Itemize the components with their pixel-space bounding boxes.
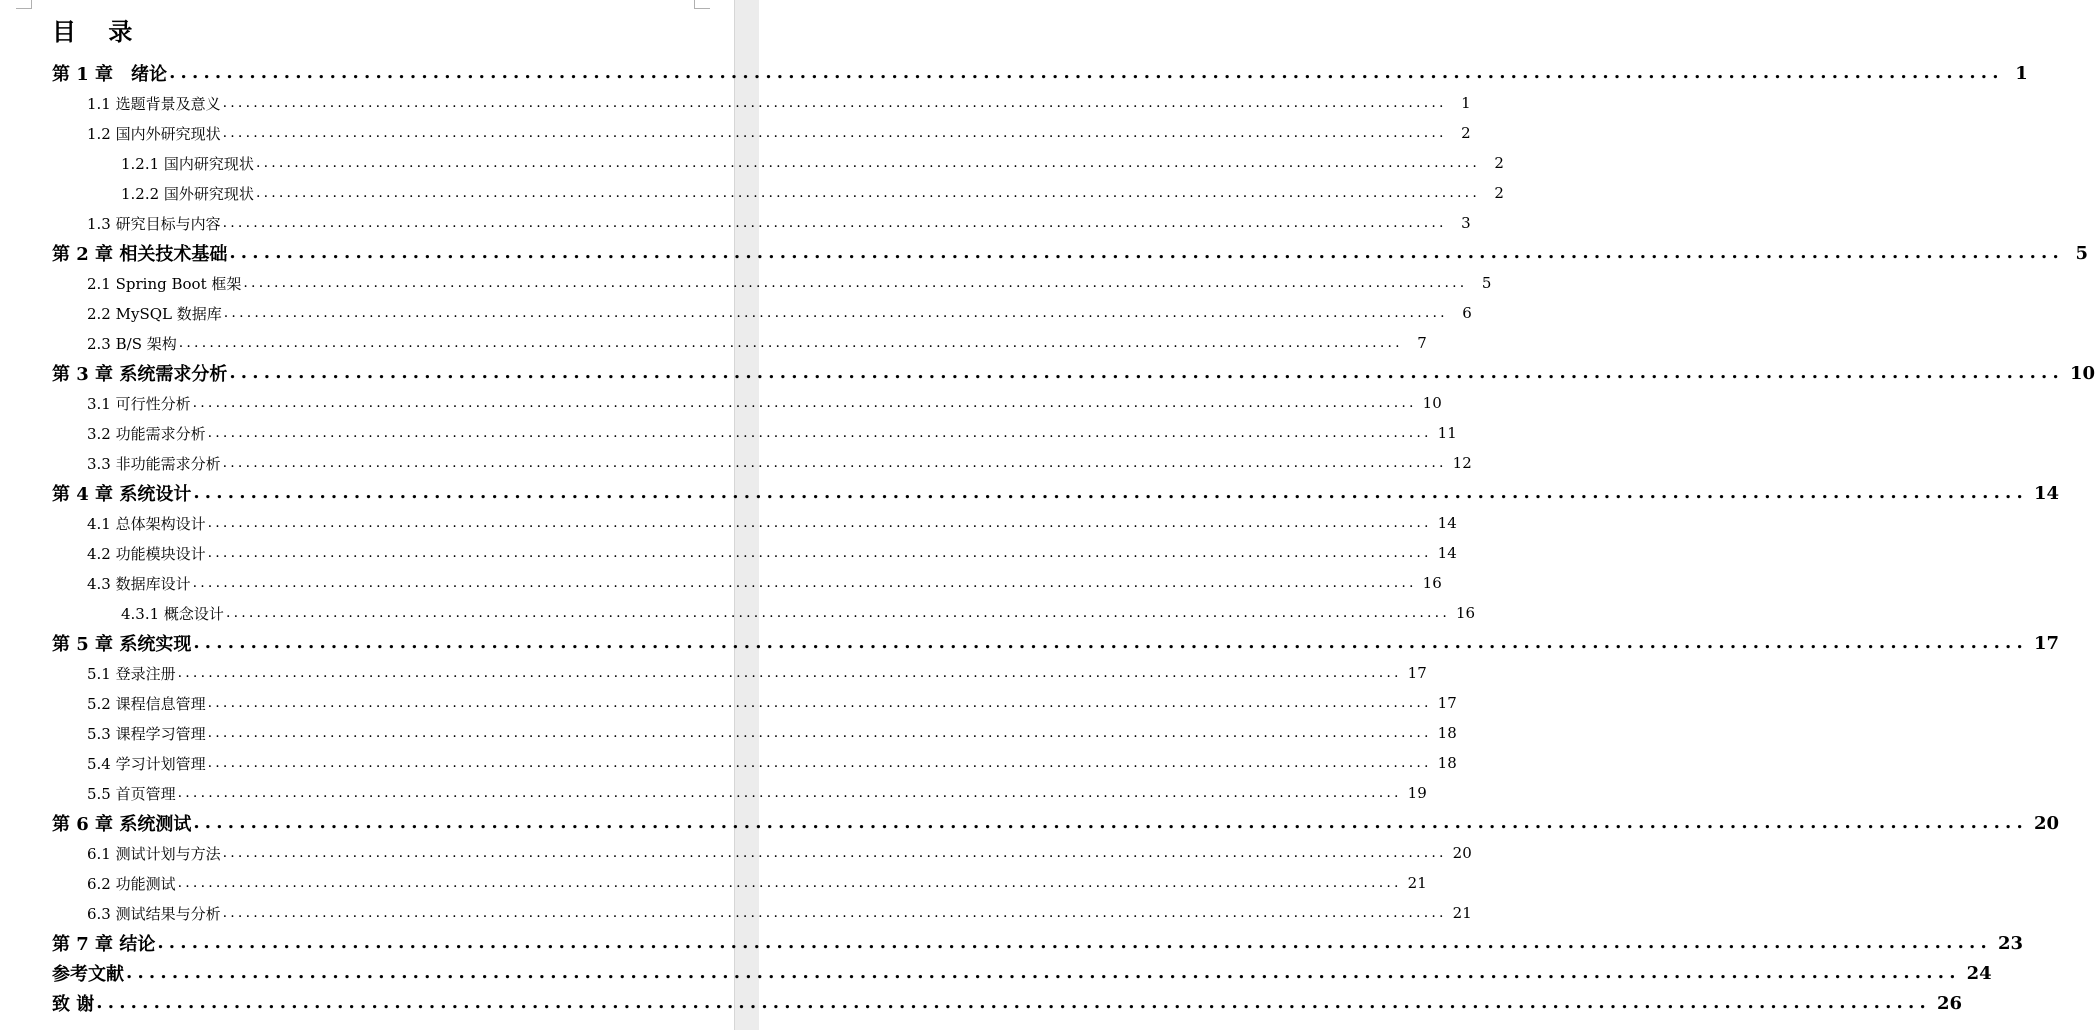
toc-entry-title: 4.3 数据库设计 <box>87 574 191 593</box>
toc-entry-page-number: 7 <box>1417 334 1427 352</box>
toc-entry-title: 第 4 章 系统设计 <box>52 484 192 505</box>
toc-entry-title: 第 7 章 结论 <box>52 934 156 955</box>
toc-entry[interactable] <box>0 628 2060 658</box>
toc-entry[interactable] <box>0 148 1504 178</box>
toc-entry[interactable] <box>0 58 2028 88</box>
toc-dot-leader: ................................................................................................................................................................ <box>177 785 1402 801</box>
toc-dot-leader: ................................................................................................................................................................ <box>222 905 1447 921</box>
toc-dot-leader: ................................................................................................................................................................ <box>243 275 1468 291</box>
toc-entry-title: 4.2 功能模块设计 <box>87 544 206 563</box>
toc-entry-page-number: 10 <box>1422 394 1442 412</box>
toc-entry-title: 5.4 学习计划管理 <box>87 754 206 773</box>
toc-entry[interactable] <box>0 418 1457 448</box>
toc-dot-leader: ................................................................................................................................................................ <box>222 845 1447 861</box>
toc-entry[interactable] <box>0 268 1492 298</box>
toc-dot-leader: ................................................................................................................................................................ <box>222 125 1447 141</box>
toc-dot-leader: ................................................................................................................................................................ <box>222 95 1447 111</box>
toc-dot-leader: ................................................................................................................................................................ <box>178 335 1403 351</box>
toc-dot-leader: ................................................................................................................................................................ <box>225 605 1450 621</box>
toc-entry[interactable] <box>0 538 1457 568</box>
toc-dot-leader: ................................................................................................................................................................ <box>207 695 1432 711</box>
toc-dot-leader: ................................................................................................................................................................ <box>177 875 1402 891</box>
toc-entry-page-number: 17 <box>1437 694 1457 712</box>
toc-entry-page-number: 10 <box>2069 362 2095 384</box>
toc-entry-page-number: 19 <box>1407 784 1427 802</box>
toc-entry-title: 2.2 MySQL 数据库 <box>87 304 222 323</box>
toc-entry-page-number: 14 <box>1437 514 1457 532</box>
toc-entry-page-number: 17 <box>1407 664 1427 682</box>
toc-entry[interactable] <box>0 508 1457 538</box>
toc-dot-leader: ................................................................................................................................................................ <box>193 812 2028 833</box>
toc-entry[interactable] <box>0 568 1442 598</box>
toc-entry-title: 致 谢 <box>52 994 95 1015</box>
toc-dot-leader: ................................................................................................................................................................ <box>255 155 1480 171</box>
toc-entry-title: 1.1 选题背景及意义 <box>87 94 221 113</box>
table-of-contents <box>0 58 2095 1018</box>
toc-entry-title: 1.3 研究目标与内容 <box>87 214 221 233</box>
toc-dot-leader: ................................................................................................................................................................ <box>126 962 1961 983</box>
toc-entry-page-number: 24 <box>1966 962 1992 984</box>
toc-entry-title: 3.1 可行性分析 <box>87 394 191 413</box>
toc-entry-title: 1.2.2 国外研究现状 <box>121 184 254 203</box>
toc-entry[interactable] <box>0 778 1427 808</box>
toc-entry-title: 6.3 测试结果与分析 <box>87 904 221 923</box>
toc-dot-leader: ................................................................................................................................................................ <box>96 992 1931 1013</box>
toc-entry[interactable] <box>0 598 1476 628</box>
toc-entry[interactable] <box>0 958 1992 988</box>
toc-entry-page-number: 26 <box>1936 992 1962 1014</box>
toc-entry-title: 6.2 功能测试 <box>87 874 176 893</box>
toc-entry[interactable] <box>0 748 1457 778</box>
toc-entry-page-number: 21 <box>1407 874 1427 892</box>
toc-entry-title: 4.1 总体架构设计 <box>87 514 206 533</box>
toc-entry-title: 5.2 课程信息管理 <box>87 694 206 713</box>
toc-entry-page-number: 17 <box>2033 632 2060 654</box>
toc-entry[interactable] <box>0 388 1442 418</box>
toc-entry[interactable] <box>0 238 2088 268</box>
toc-entry-page-number: 18 <box>1437 754 1457 772</box>
toc-dot-leader: ................................................................................................................................................................ <box>207 545 1432 561</box>
crop-mark-top-right <box>694 0 710 9</box>
toc-entry[interactable] <box>0 988 1962 1018</box>
toc-entry-page-number: 1 <box>1461 94 1471 112</box>
toc-entry-page-number: 5 <box>1481 274 1492 292</box>
toc-entry-page-number: 11 <box>1437 424 1457 442</box>
toc-dot-leader: ................................................................................................................................................................ <box>229 362 2064 383</box>
toc-entry-page-number: 2 <box>1494 184 1504 202</box>
toc-dot-leader: ................................................................................................................................................................ <box>207 755 1432 771</box>
toc-entry[interactable] <box>0 448 1472 478</box>
toc-heading: 目 录 <box>52 17 145 46</box>
toc-entry[interactable] <box>0 358 2095 388</box>
toc-dot-leader: ................................................................................................................................................................ <box>207 725 1432 741</box>
toc-entry-title: 1.2 国内外研究现状 <box>87 124 221 143</box>
toc-entry[interactable] <box>0 838 1472 868</box>
toc-entry-title: 3.3 非功能需求分析 <box>87 454 221 473</box>
toc-entry[interactable] <box>0 868 1427 898</box>
toc-entry-title: 参考文献 <box>52 964 124 985</box>
toc-entry-page-number: 16 <box>1455 604 1476 622</box>
toc-dot-leader: ................................................................................................................................................................ <box>177 665 1402 681</box>
toc-entry[interactable] <box>0 688 1457 718</box>
toc-entry[interactable] <box>0 208 1471 238</box>
toc-entry-page-number: 1 <box>2015 62 2028 84</box>
toc-entry[interactable] <box>0 328 1427 358</box>
toc-dot-leader: ................................................................................................................................................................ <box>169 62 2004 83</box>
toc-entry-page-number: 3 <box>1461 214 1471 232</box>
toc-entry-page-number: 5 <box>2075 242 2088 264</box>
toc-entry-page-number: 14 <box>2033 482 2060 504</box>
toc-entry-title: 第 5 章 系统实现 <box>52 634 192 655</box>
toc-entry-title: 1.2.1 国内研究现状 <box>121 154 254 173</box>
toc-entry-title: 5.3 课程学习管理 <box>87 724 206 743</box>
toc-dot-leader: ................................................................................................................................................................ <box>157 932 1992 953</box>
toc-entry-page-number: 21 <box>1452 904 1472 922</box>
toc-entry[interactable] <box>0 658 1427 688</box>
toc-entry[interactable] <box>0 298 1472 328</box>
toc-entry[interactable] <box>0 718 1457 748</box>
toc-entry-title: 第 3 章 系统需求分析 <box>52 364 228 385</box>
toc-dot-leader: ................................................................................................................................................................ <box>193 482 2028 503</box>
toc-entry-page-number: 2 <box>1461 124 1471 142</box>
toc-dot-leader: ................................................................................................................................................................ <box>192 395 1417 411</box>
toc-dot-leader: ................................................................................................................................................................ <box>222 215 1447 231</box>
toc-entry-page-number: 20 <box>1452 844 1472 862</box>
toc-dot-leader: ................................................................................................................................................................ <box>229 242 2064 263</box>
toc-entry-title: 2.3 B/S 架构 <box>87 334 177 353</box>
crop-mark-top-left <box>16 0 32 9</box>
toc-entry-page-number: 12 <box>1452 454 1472 472</box>
toc-entry-title: 第 1 章 绪论 <box>52 64 168 85</box>
toc-entry-page-number: 14 <box>1437 544 1457 562</box>
toc-entry-page-number: 18 <box>1437 724 1457 742</box>
toc-entry-title: 第 2 章 相关技术基础 <box>52 244 228 265</box>
toc-entry-page-number: 2 <box>1494 154 1504 172</box>
toc-dot-leader: ................................................................................................................................................................ <box>223 305 1448 321</box>
toc-entry-title: 第 6 章 系统测试 <box>52 814 192 835</box>
toc-dot-leader: ................................................................................................................................................................ <box>207 515 1432 531</box>
toc-dot-leader: ................................................................................................................................................................ <box>255 185 1480 201</box>
toc-entry-title: 4.3.1 概念设计 <box>121 604 224 623</box>
toc-entry[interactable] <box>0 808 2060 838</box>
toc-entry-page-number: 23 <box>1997 932 2024 954</box>
toc-entry-title: 5.5 首页管理 <box>87 784 176 803</box>
toc-entry-page-number: 16 <box>1422 574 1442 592</box>
toc-entry-page-number: 6 <box>1462 304 1472 322</box>
toc-entry[interactable] <box>0 898 1472 928</box>
toc-entry[interactable] <box>0 178 1504 208</box>
toc-dot-leader: ................................................................................................................................................................ <box>222 455 1447 471</box>
toc-entry[interactable] <box>0 88 1471 118</box>
toc-entry-title: 6.1 测试计划与方法 <box>87 844 221 863</box>
toc-dot-leader: ................................................................................................................................................................ <box>193 632 2028 653</box>
toc-entry[interactable] <box>0 928 2024 958</box>
toc-entry[interactable] <box>0 478 2060 508</box>
toc-entry-page-number: 20 <box>2033 812 2060 834</box>
toc-entry-title: 3.2 功能需求分析 <box>87 424 206 443</box>
toc-dot-leader: ................................................................................................................................................................ <box>192 575 1417 591</box>
toc-entry[interactable] <box>0 118 1471 148</box>
toc-dot-leader: ................................................................................................................................................................ <box>207 425 1432 441</box>
toc-entry-title: 5.1 登录注册 <box>87 664 176 683</box>
toc-entry-title: 2.1 Spring Boot 框架 <box>87 274 242 293</box>
